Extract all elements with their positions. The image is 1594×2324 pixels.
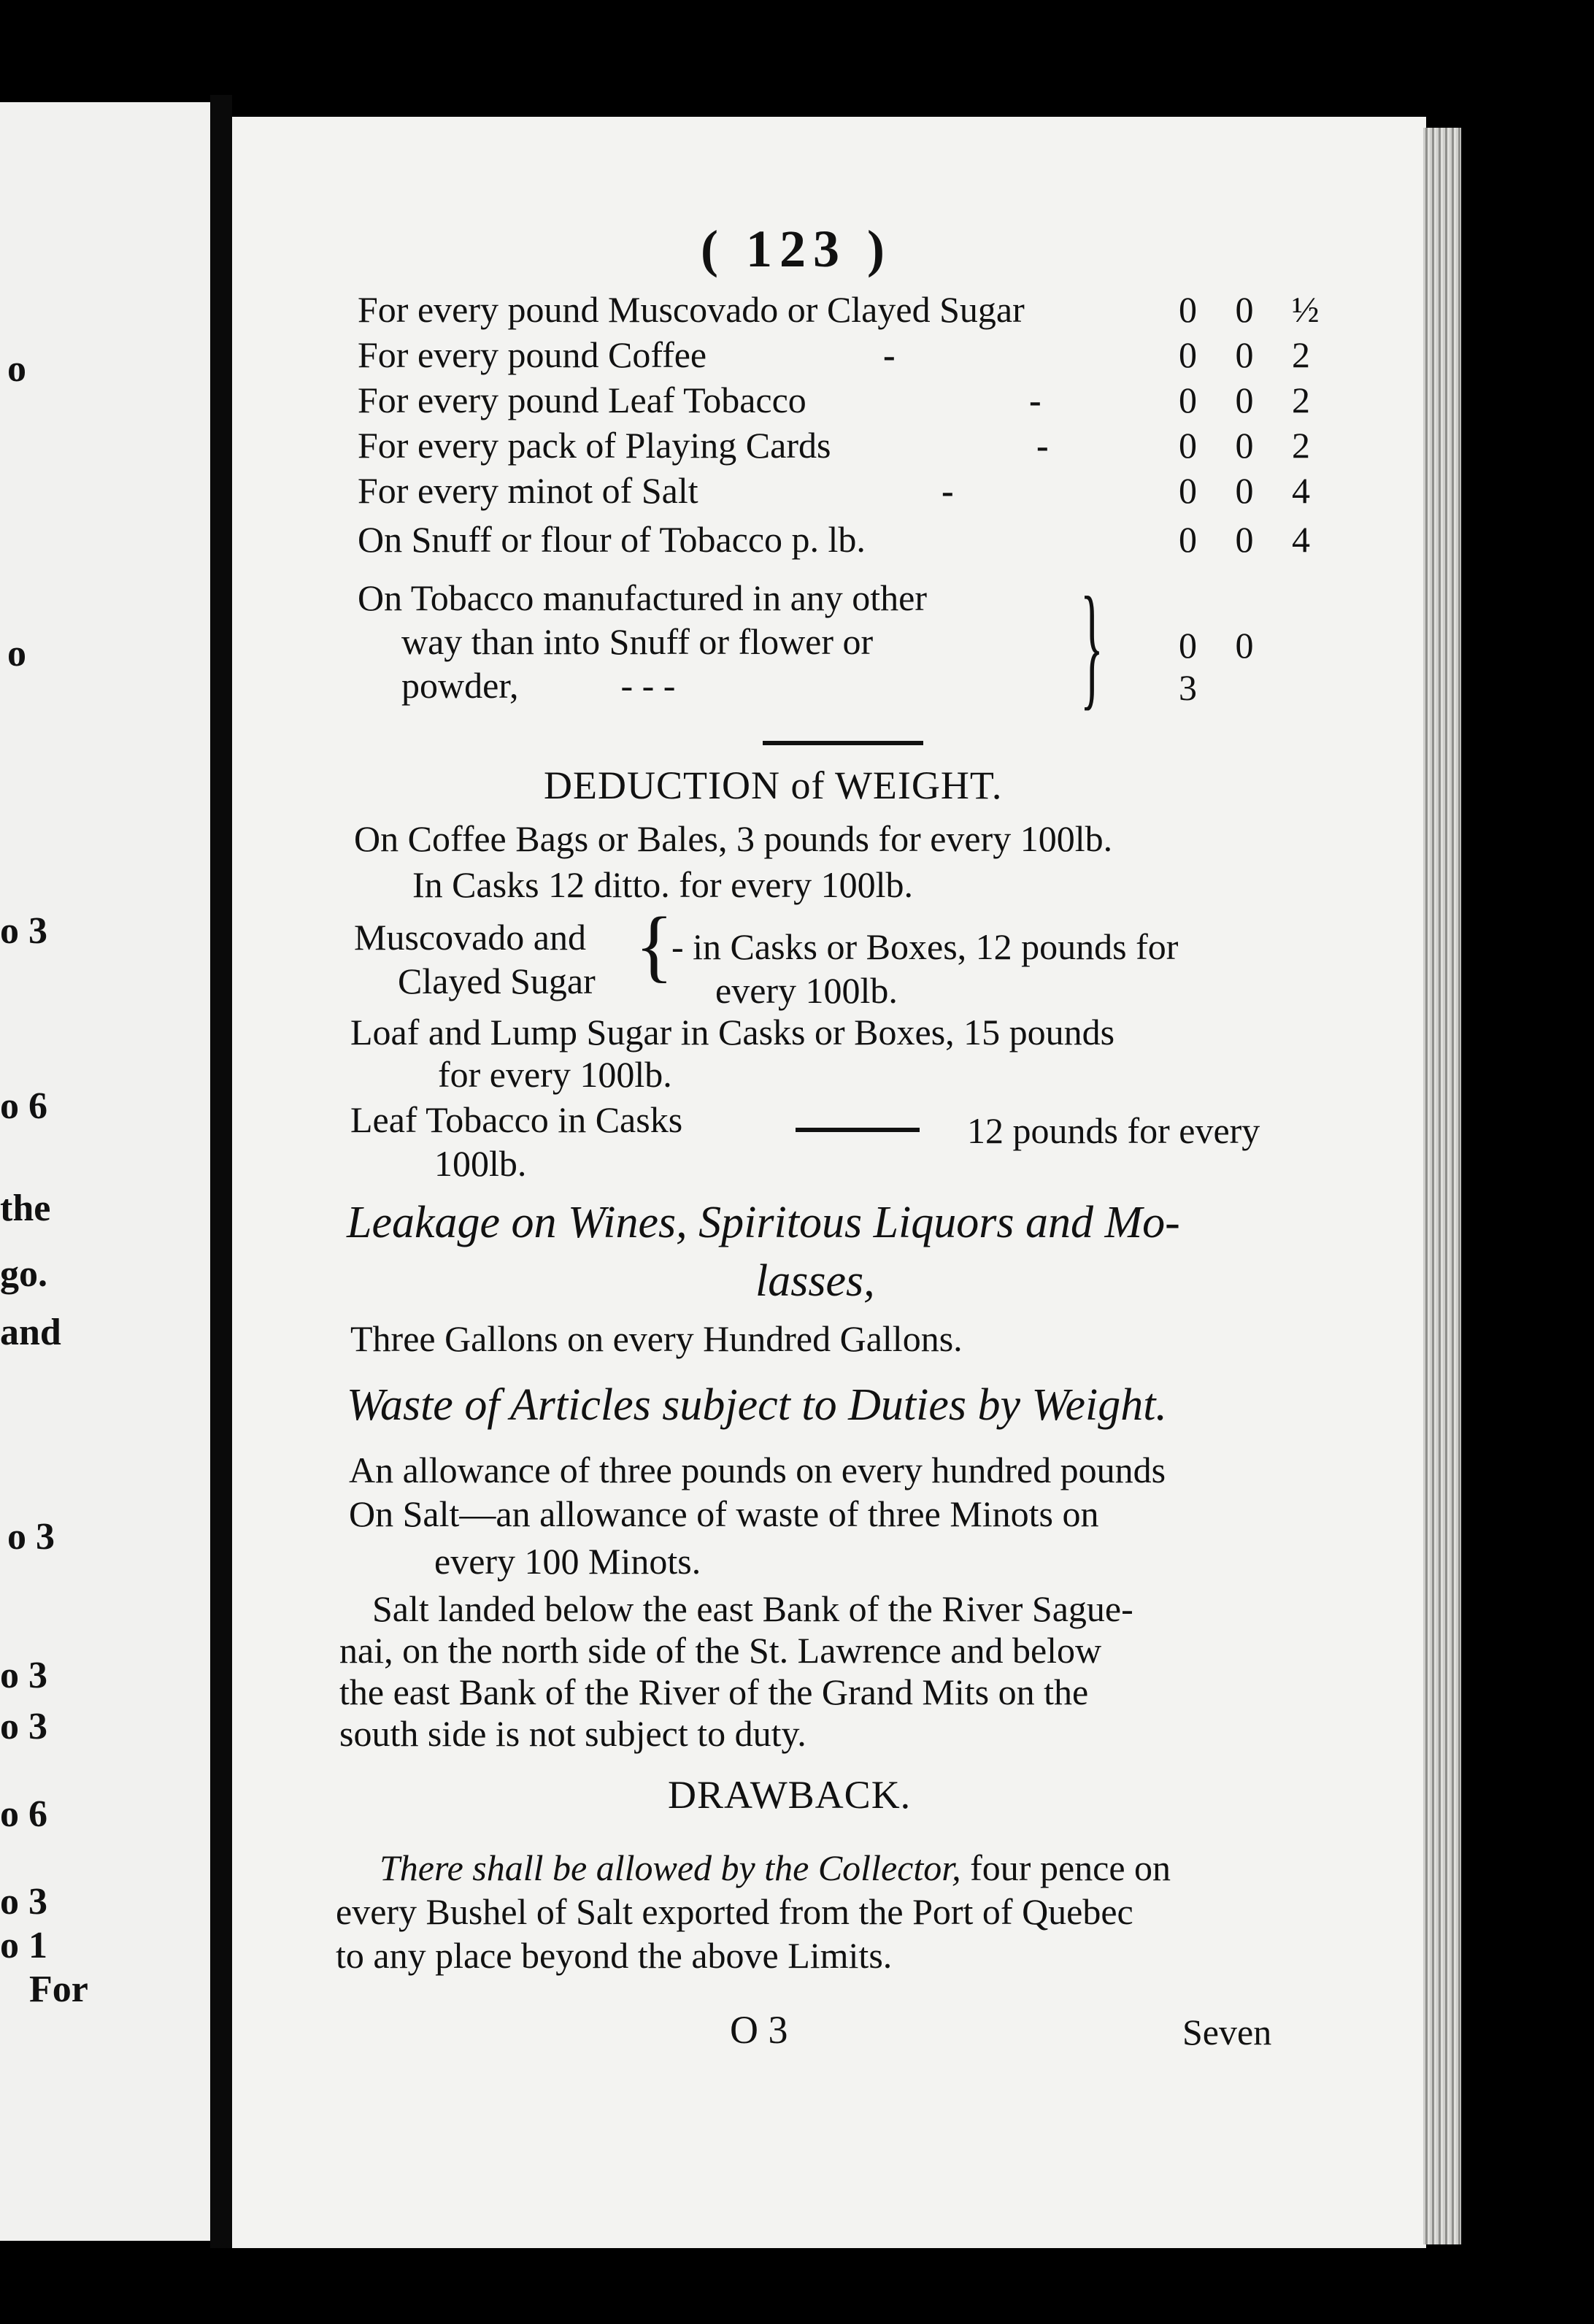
page-edge — [1423, 128, 1461, 2244]
left-fragment: o — [7, 633, 26, 674]
duty-value: 0 0 2 — [1179, 425, 1325, 466]
leader-dash: - — [1036, 425, 1049, 466]
duty-row — [358, 379, 1325, 424]
left-fragment: o 3 — [0, 1655, 47, 1696]
left-fragment: o 3 — [0, 1706, 47, 1747]
book-gutter — [210, 95, 232, 2248]
sugar-left: Clayed Sugar — [398, 961, 596, 1001]
leaf-line: 100lb. — [434, 1143, 527, 1184]
tobacco-line: way than into Snuff or flower or — [401, 621, 874, 662]
duty-row — [358, 469, 1325, 515]
left-fragment: go. — [0, 1253, 47, 1295]
salt-note-line: the east Bank of the River of the Grand Mits on the — [339, 1671, 1089, 1712]
left-page-fragment — [0, 102, 210, 2241]
sugar-right: every 100lb. — [715, 970, 898, 1011]
duty-row — [358, 518, 1325, 563]
duty-label: For every pack of Playing Cards — [358, 425, 831, 466]
sugar-left: Muscovado and — [354, 917, 586, 958]
duty-label: For every pound Muscovado or Clayed Sugar — [358, 289, 1025, 330]
section-rule — [763, 741, 923, 745]
duty-value: 0 0 2 — [1179, 380, 1325, 420]
leakage-heading: lasses, — [755, 1256, 875, 1306]
duty-value: 0 0 2 — [1179, 334, 1325, 375]
leakage-line: Three Gallons on every Hundred Gallons. — [350, 1318, 963, 1359]
salt-note-line: Salt landed below the east Bank of the River Sague- — [372, 1588, 1133, 1629]
catchword: Seven — [1182, 2012, 1272, 2052]
loaf-line: Loaf and Lump Sugar in Casks or Boxes, 15 pounds — [350, 1012, 1115, 1053]
duty-label: On Snuff or flour of Tobacco p. lb. — [358, 519, 866, 560]
deduction-line: On Coffee Bags or Bales, 3 pounds for every 100lb. — [354, 818, 1113, 859]
drawback-line: to any place beyond the above Limits. — [336, 1935, 893, 1976]
tobacco-duty-block — [358, 569, 1306, 723]
waste-line: An allowance of three pounds on every hundred pounds — [349, 1450, 1166, 1490]
waste-line: every 100 Minots. — [434, 1541, 701, 1582]
deduction-heading: DEDUCTION of WEIGHT. — [544, 763, 1003, 807]
duty-value: 0 0 3 — [1179, 625, 1268, 708]
duty-row — [358, 334, 1325, 379]
leader-dash: - — [942, 470, 954, 511]
right-brace: } — [1080, 569, 1104, 723]
salt-note-line: south side is not subject to duty. — [339, 1713, 806, 1754]
duty-label: For every minot of Salt — [358, 470, 698, 511]
leader-dashes: - - - — [620, 665, 676, 706]
left-fragment: o 3 — [0, 910, 47, 952]
duty-label: For every pound Leaf Tobacco — [358, 380, 806, 420]
leaf-line: 12 pounds for every — [967, 1110, 1260, 1151]
left-fragment: the — [0, 1188, 51, 1229]
waste-line: On Salt—an allowance of waste of three Minots on — [349, 1493, 1099, 1534]
left-fragment: o 6 — [0, 1085, 47, 1127]
sugar-right: - in Casks or Boxes, 12 pounds for — [671, 926, 1179, 967]
drawback-line: every Bushel of Salt exported from the Port of Quebec — [336, 1891, 1133, 1932]
duty-value: 0 0 4 — [1179, 519, 1325, 560]
duty-value: 0 0 4 — [1179, 470, 1325, 511]
drawback-line: There shall be allowed by the Collector, four pence on — [380, 1847, 1171, 1888]
waste-heading: Waste of Articles subject to Duties by Weight. — [347, 1380, 1167, 1430]
deduction-line: In Casks 12 ditto. for every 100lb. — [412, 864, 914, 905]
left-fragment: and — [0, 1312, 61, 1353]
leakage-heading: Leakage on Wines, Spiritous Liquors and Mo- — [347, 1198, 1180, 1247]
left-brace: { — [635, 901, 674, 990]
signature-mark: O 3 — [730, 2008, 788, 2052]
duty-label: For every pound Coffee — [358, 334, 707, 375]
left-fragment: o 3 — [7, 1516, 55, 1558]
left-fragment: o — [7, 348, 26, 390]
loaf-line: for every 100lb. — [438, 1054, 672, 1095]
leaf-line: Leaf Tobacco in Casks — [350, 1099, 683, 1140]
left-fragment: o 6 — [0, 1793, 47, 1835]
left-fragment: o 3 — [0, 1881, 47, 1923]
left-fragment: o 1 — [0, 1925, 47, 1966]
duty-row — [358, 424, 1325, 469]
tobacco-line: powder, - - - — [401, 665, 676, 706]
leader-rule — [796, 1128, 920, 1132]
drawback-heading: DRAWBACK. — [668, 1773, 912, 1817]
duty-row — [358, 288, 1334, 334]
left-fragment: For — [29, 1969, 88, 2010]
duty-value: 0 0 ½ — [1179, 289, 1334, 330]
leader-dash: - — [883, 334, 896, 375]
page-number: ( 123 ) — [701, 220, 892, 278]
tobacco-line: On Tobacco manufactured in any other — [358, 577, 928, 618]
leader-dash: - — [1029, 380, 1042, 420]
salt-note-line: nai, on the north side of the St. Lawrence and below — [339, 1630, 1102, 1671]
